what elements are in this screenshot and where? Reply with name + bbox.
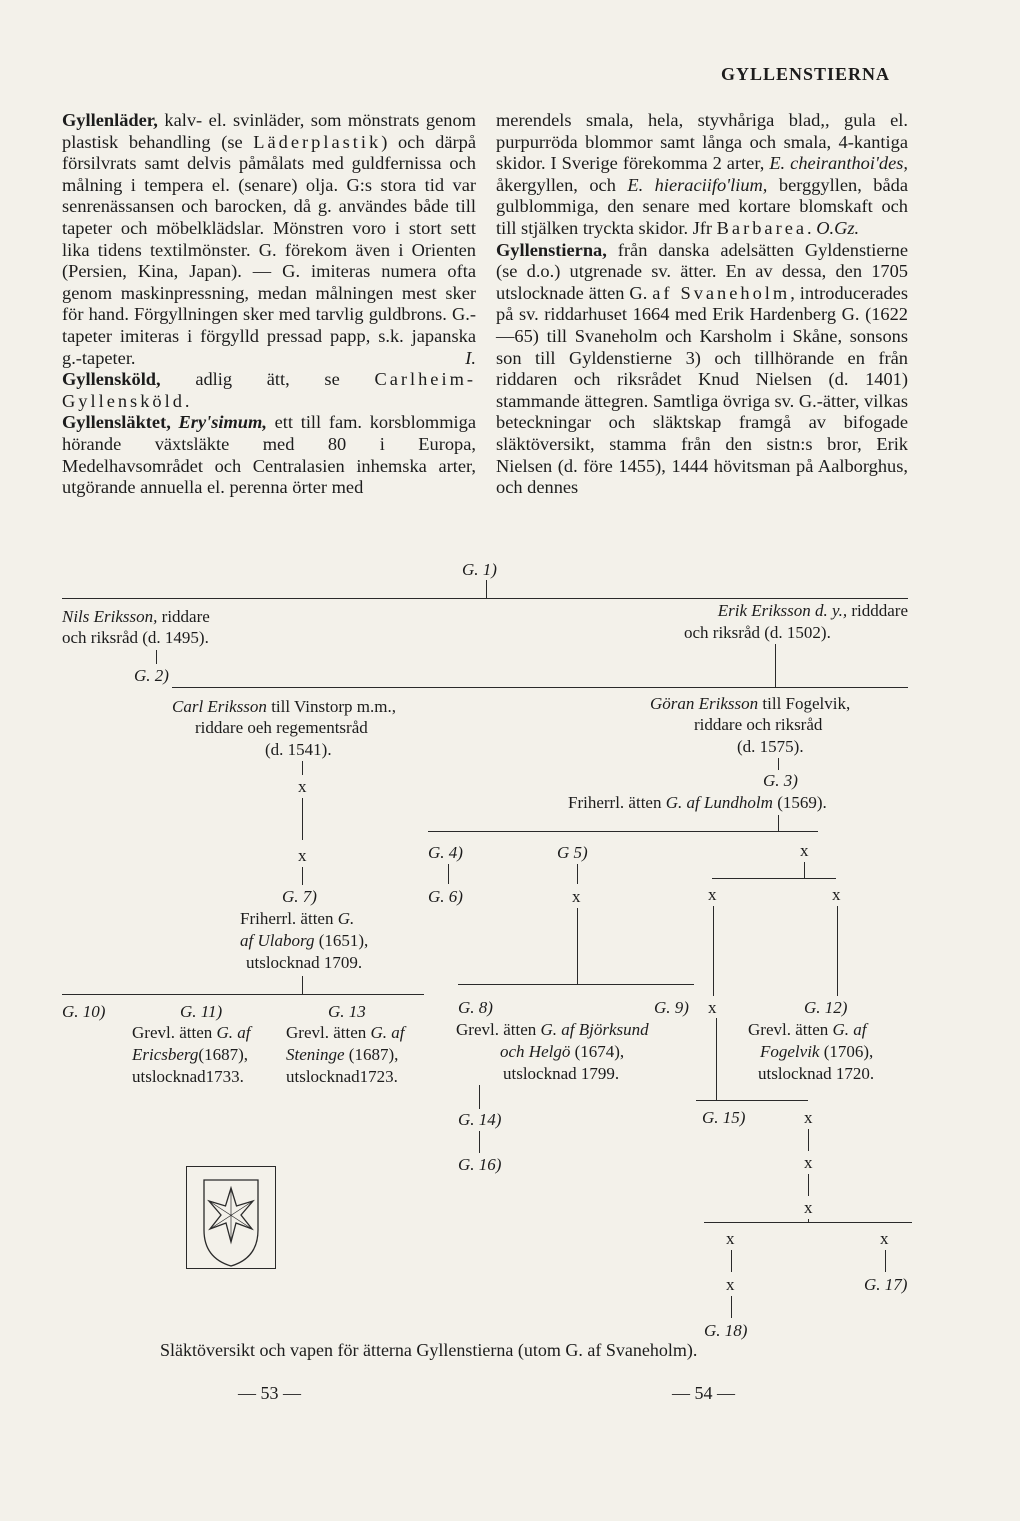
tree-node-goran-line2: riddare och riksråd bbox=[694, 715, 823, 734]
node-label: G. 1) bbox=[462, 560, 497, 579]
tree-line bbox=[458, 984, 694, 985]
year: (1651), bbox=[314, 931, 369, 950]
tree-line bbox=[479, 1131, 480, 1153]
tree-x: x bbox=[726, 1229, 735, 1248]
node-label: G. 17) bbox=[864, 1275, 908, 1294]
cross-reference: af Svaneholm bbox=[652, 282, 791, 303]
tree-x: x bbox=[726, 1275, 735, 1294]
node-label: G. 11) bbox=[180, 1002, 223, 1021]
tree-x: x bbox=[832, 885, 841, 904]
node-label: G. 8) bbox=[458, 998, 493, 1017]
node-label: G. 15) bbox=[702, 1108, 746, 1127]
tree-x: x bbox=[298, 846, 307, 865]
entry-text: från danska adelsätten Gyldenstierne (se d.o.) utgrenade sv. ätter. En av dessa, den 1705 utslocknade ätten G. bbox=[496, 239, 908, 303]
node-label: G. 18) bbox=[704, 1321, 748, 1340]
tree-node-erik-line2: och riksråd (d. 1502). bbox=[684, 623, 831, 642]
tree-node-lundholm bbox=[568, 792, 827, 813]
node-label: G. 13 bbox=[328, 1002, 366, 1021]
tree-node-ulaborg-line3: utslocknad 1709. bbox=[246, 953, 363, 972]
person-name: Göran Eriksson bbox=[650, 694, 759, 713]
tree-x: x bbox=[880, 1229, 889, 1248]
node-label: G. 6) bbox=[428, 887, 463, 906]
tree-line bbox=[804, 862, 805, 878]
family-line: Grevl. ätten bbox=[456, 1020, 541, 1039]
family-line: Friherrl. ätten bbox=[568, 793, 666, 812]
tree-node-g17 bbox=[864, 1274, 907, 1295]
entry-gyllenstierna bbox=[496, 240, 908, 499]
tree-node-carl bbox=[172, 696, 396, 717]
tree-x: x bbox=[298, 777, 307, 796]
tree-node-g4 bbox=[428, 842, 463, 863]
family-name: G. af Björksund bbox=[540, 1020, 649, 1039]
tree-node-ericsberg bbox=[132, 1022, 251, 1043]
entry-gyllenskold bbox=[62, 369, 476, 412]
family-name: och Helgö bbox=[500, 1042, 571, 1061]
author-signature: I. bbox=[465, 347, 476, 368]
family-name: Fogelvik bbox=[760, 1042, 820, 1061]
tree-node-carl-line3: (d. 1541). bbox=[265, 740, 332, 759]
family-name: Ericsberg bbox=[132, 1045, 199, 1064]
entry-text: . bbox=[184, 390, 190, 411]
entry-text: ) och därpå försilvrats samt delvis påmålats med guldfernissa och målning i tempera el. (senare) olja. G:s stora tid var senrenässansen och barocken, då g. användes både till tapeter och möbelklädslar. Mönstren voro i stort sett lika tidens textilmönster. G. förekom även i Orienten (Persien, Kina, Japan). — G. imiteras numera ofta genom maskinpressning, medan målningen mest sker för hand. Förgyllningen sker med tarvlig guldbrons. G.-tapeter imiteras i förgylld pressad papp, s.k. japanska g.-tapeter. bbox=[62, 131, 476, 368]
tree-node-steninge bbox=[286, 1022, 405, 1043]
person-title: ridddare bbox=[847, 601, 908, 620]
tree-x: x bbox=[804, 1108, 813, 1127]
page-number-right: — 54 — bbox=[672, 1383, 735, 1403]
person-name: Erik Eriksson d. y., bbox=[717, 601, 848, 620]
year: (1687), bbox=[344, 1045, 399, 1064]
person-title: till Fogelvik, bbox=[758, 694, 851, 713]
entry-text: adlig ätt, se bbox=[160, 369, 375, 390]
tree-x: x bbox=[800, 841, 809, 860]
tree-line bbox=[696, 1100, 808, 1101]
node-label: G. af bbox=[216, 1023, 251, 1042]
tree-node-fogelvik-line3: utslocknad 1720. bbox=[758, 1064, 875, 1083]
year: (1569). bbox=[772, 793, 827, 812]
tree-node-ulaborg-line2 bbox=[240, 930, 368, 951]
year: (1706), bbox=[819, 1042, 874, 1061]
tree-node-g7 bbox=[282, 886, 317, 907]
tree-node-fogelvik-line2 bbox=[760, 1041, 873, 1062]
entry-text: berggyllen, båda gulblommiga, den senare med kortare blomskaft och till stjälken tryckta skidor. Jfr bbox=[496, 174, 908, 238]
entry-gyllenslaktet bbox=[62, 412, 476, 498]
family-line: Friherrl. ätten bbox=[240, 909, 338, 928]
tree-line bbox=[156, 650, 157, 664]
author-signature: O.Gz. bbox=[816, 217, 860, 238]
tree-node-ulaborg bbox=[240, 908, 354, 929]
page-number-left: — 53 — bbox=[238, 1383, 301, 1403]
tree-line bbox=[302, 867, 303, 885]
running-head: GYLLENSTIERNA bbox=[720, 64, 890, 84]
tree-node-steninge-line2 bbox=[286, 1044, 398, 1065]
tree-line bbox=[302, 761, 303, 775]
entry-text: . bbox=[807, 217, 817, 238]
person-title: riddare bbox=[157, 607, 210, 626]
tree-line bbox=[577, 908, 578, 984]
tree-line bbox=[577, 864, 578, 884]
year: (1674), bbox=[570, 1042, 625, 1061]
tree-node-g15 bbox=[702, 1107, 745, 1128]
family-line: Grevl. ätten bbox=[286, 1023, 371, 1042]
tree-node-steninge-line3: utslocknad1723. bbox=[286, 1067, 398, 1086]
entry-text: kalv- el. svinläder, som mönstrats genom plastisk behandling (se bbox=[62, 110, 476, 152]
entry-text: ett till fam. korsblommiga hörande växtsläkte med 80 i Europa, Medelhavsområdet och Centralasien inhemska arter, utgörande annuella el. perenna örter med bbox=[62, 412, 476, 498]
tree-node-bjorksund bbox=[456, 1019, 649, 1040]
tree-node-g9 bbox=[654, 997, 689, 1018]
latin-name: Ery'simum, bbox=[178, 412, 267, 433]
tree-line bbox=[778, 758, 779, 770]
family-line: Grevl. ätten bbox=[748, 1020, 833, 1039]
node-label: G. 2) bbox=[134, 666, 169, 685]
species-name: E. hieraciifo'lium, bbox=[627, 174, 768, 195]
figure-caption: Släktöversikt och vapen för ätterna Gyllenstierna (utom G. af Svaneholm). bbox=[160, 1340, 698, 1360]
entry-gyllenslaktet-cont bbox=[496, 110, 908, 240]
tree-node-g11 bbox=[180, 1001, 222, 1022]
tree-node-g10 bbox=[62, 1001, 105, 1022]
tree-line bbox=[428, 831, 818, 832]
shield-with-seven-pointed-star-icon bbox=[186, 1166, 276, 1276]
node-label: G. 7) bbox=[282, 887, 317, 906]
entry-gyllenlader bbox=[62, 110, 476, 369]
node-label: G. 4) bbox=[428, 843, 463, 862]
tree-x: x bbox=[572, 887, 581, 906]
entry-text: merendels smala, hela, styvhåriga blad,, gula el. purpurröda blommor samt långa och smala, 4-kantiga skidor. I Sverige förekomma 2 arter, bbox=[496, 110, 908, 174]
tree-line bbox=[808, 1129, 809, 1151]
tree-line bbox=[62, 994, 424, 995]
entry-text: åkergyllen, och bbox=[496, 174, 628, 195]
cross-reference: Carlheim-Gyllensköld bbox=[62, 369, 476, 411]
tree-node-goran bbox=[650, 693, 850, 714]
tree-node-ericsberg-line2 bbox=[132, 1044, 248, 1065]
node-label: G. 10) bbox=[62, 1002, 106, 1021]
tree-line bbox=[172, 687, 908, 688]
tree-line bbox=[716, 1018, 717, 1100]
family-name: G. af Lundholm bbox=[665, 793, 773, 812]
tree-line bbox=[479, 1085, 480, 1109]
person-name: Carl Eriksson bbox=[172, 697, 267, 716]
tree-node-carl-line2: riddare oeh regementsråd bbox=[195, 718, 368, 737]
tree-node-g3 bbox=[763, 770, 798, 791]
node-label: G. 16) bbox=[458, 1155, 502, 1174]
tree-node-g12 bbox=[804, 997, 847, 1018]
left-column bbox=[62, 110, 476, 499]
headword: Gyllenläder, bbox=[62, 110, 158, 130]
tree-node-bjorksund-line2 bbox=[500, 1041, 624, 1062]
tree-x: x bbox=[804, 1198, 813, 1217]
tree-line bbox=[778, 815, 779, 831]
tree-node-g2 bbox=[134, 665, 169, 686]
tree-x: x bbox=[708, 885, 717, 904]
tree-line bbox=[302, 976, 303, 994]
node-label: G. 14) bbox=[458, 1110, 502, 1129]
cross-reference: Läderplastik bbox=[253, 131, 382, 152]
person-title: till Vinstorp m.m., bbox=[266, 697, 396, 716]
node-label: G. 12) bbox=[804, 998, 848, 1017]
entry-text: , introducerades på sv. riddarhuset 1664 med Erik Hardenberg G. (1622—65) till Svaneholm och Karsholm i Skåne, sonsons son till Gyldenstierne 3) och tillhörande en från riddaren och riksrådet Knud Nielsen (d. 1401) stammande ättegren. Samtliga övriga sv. G.-ätter, vilkas beteckningar och släktskap framgå av bifogade släktöversikt, stamma från den sistn:s bror, Erik Nielsen (d. före 1455), 1444 hövitsman på Aalborghus, och dennes bbox=[496, 282, 908, 498]
headword: Gyllensläktet, bbox=[62, 412, 171, 433]
tree-line bbox=[448, 864, 449, 884]
tree-line bbox=[704, 1222, 912, 1223]
tree-line bbox=[731, 1250, 732, 1272]
node-label: G. af bbox=[370, 1023, 405, 1042]
cross-reference: Barbarea bbox=[716, 217, 808, 238]
tree-node-g18 bbox=[704, 1320, 747, 1341]
node-label: G. af bbox=[832, 1020, 867, 1039]
node-label: G 5) bbox=[557, 843, 588, 862]
node-label: G. 9) bbox=[654, 998, 689, 1017]
right-column bbox=[496, 110, 908, 499]
tree-node-bjorksund-line3: utslocknad 1799. bbox=[503, 1064, 620, 1083]
tree-line bbox=[486, 580, 487, 598]
person-name: Nils Eriksson, bbox=[62, 607, 158, 626]
tree-node-nils-line2: och riksråd (d. 1495). bbox=[62, 628, 209, 647]
tree-line bbox=[302, 798, 303, 840]
tree-node-g16 bbox=[458, 1154, 501, 1175]
family-name: Steninge bbox=[286, 1045, 345, 1064]
node-label: G. bbox=[337, 909, 355, 928]
tree-node-ericsberg-line3: utslocknad1733. bbox=[132, 1067, 244, 1086]
tree-line bbox=[885, 1250, 886, 1272]
tree-line bbox=[731, 1296, 732, 1318]
tree-node-g6 bbox=[428, 886, 463, 907]
tree-x: x bbox=[708, 998, 717, 1017]
headword: Gyllenstierna, bbox=[496, 239, 607, 260]
family-name: af Ulaborg bbox=[240, 931, 315, 950]
family-line: Grevl. ätten bbox=[132, 1023, 217, 1042]
tree-node-g14 bbox=[458, 1109, 501, 1130]
tree-node-erik bbox=[718, 600, 908, 621]
headword: Gyllensköld, bbox=[62, 369, 161, 390]
tree-line bbox=[837, 906, 838, 996]
tree-node-g13 bbox=[328, 1001, 366, 1022]
tree-line bbox=[775, 644, 776, 687]
species-name: E. cheiranthoi'des, bbox=[769, 153, 908, 174]
tree-node-g8 bbox=[458, 997, 493, 1018]
tree-node-g1 bbox=[462, 559, 497, 580]
tree-x: x bbox=[804, 1153, 813, 1172]
node-label: G. 3) bbox=[763, 771, 798, 790]
year: (1687), bbox=[198, 1045, 248, 1064]
tree-line bbox=[713, 906, 714, 996]
tree-node-nils bbox=[62, 606, 210, 627]
tree-line bbox=[712, 878, 836, 879]
tree-node-g5 bbox=[557, 842, 588, 863]
tree-line bbox=[808, 1174, 809, 1196]
tree-node-fogelvik bbox=[748, 1019, 867, 1040]
tree-node-goran-line3: (d. 1575). bbox=[737, 737, 804, 756]
